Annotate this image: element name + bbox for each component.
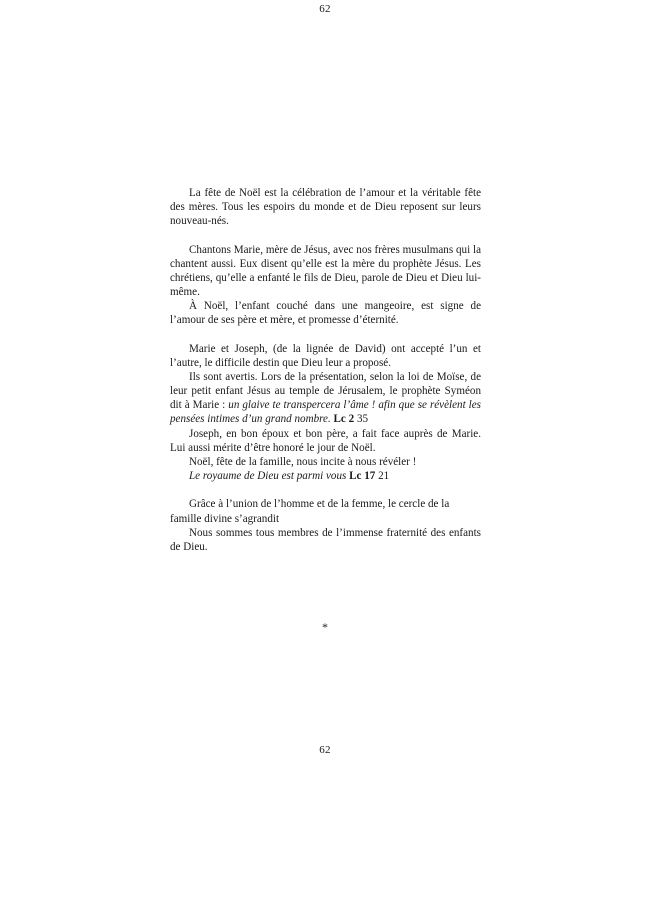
paragraph-group-1 <box>170 186 481 228</box>
paragraph: Nous sommes tous membres de l’immense fraternité des enfants de Dieu. <box>170 526 481 553</box>
scripture-reference-verse: 21 <box>378 470 390 483</box>
paragraph-with-scripture-quote <box>170 370 481 427</box>
paragraph-scripture-citation <box>170 469 481 483</box>
body-text-block <box>170 186 481 554</box>
paragraph: Grâce à l’union de l’homme et de la femme, le cercle de la famille divine s’agrandit <box>170 498 450 525</box>
paragraph: Joseph, en bon époux et bon père, a fait face auprès de Marie. Lui aussi mérite d’être honoré le jour de Noël. <box>170 427 481 454</box>
paragraph-group-4 <box>170 497 481 554</box>
section-separator-asterisk: * <box>322 620 328 634</box>
scripture-quote: un glaive te transpercera l’âme ! afin que se révèlent les pensées intimes d’un grand nombre. <box>170 399 481 426</box>
paragraph: Marie et Joseph, (de la lignée de David) ont accepté l’un et l’autre, le difficile destin que Dieu leur a proposé. <box>170 342 481 369</box>
scripture-reference-book: Lc 17 <box>349 470 376 483</box>
paragraph: La fête de Noël est la célébration de l’amour et la véritable fête des mères. Tous les espoirs du monde et de Dieu reposent sur leurs nouveau-nés. <box>170 187 481 228</box>
page-number-header: 62 <box>319 3 331 15</box>
paragraph: Noël, fête de la famille, nous incite à nous révéler ! <box>189 455 417 468</box>
page-number-footer: 62 <box>319 744 331 756</box>
scripture-reference-book: Lc 2 <box>333 413 355 426</box>
scripture-quote: Le royaume de Dieu est parmi vous <box>189 470 347 483</box>
paragraph-group-2 <box>170 243 481 328</box>
paragraph: Chantons Marie, mère de Jésus, avec nos frères musulmans qui la chantent aussi. Eux disent qu’elle est la mère du prophète Jésus. Les chrétiens, qu’elle a enfanté le fils de Dieu, parole de Dieu et Dieu lui-même. <box>170 243 481 299</box>
quote-lead-in: Ils sont avertis. Lors de la présentation, selon la loi de Moïse, de leur petit enfant Jésus au temple de Jérusalem, le prophète Syméon dit à Marie : <box>170 371 481 412</box>
scripture-reference-verse: 35 <box>356 413 369 426</box>
paragraph-group-3 <box>170 342 481 484</box>
paragraph: À Noël, l’enfant couché dans une mangeoire, est signe de l’amour de ses père et mère, et promesse d’éternité. <box>170 300 481 327</box>
